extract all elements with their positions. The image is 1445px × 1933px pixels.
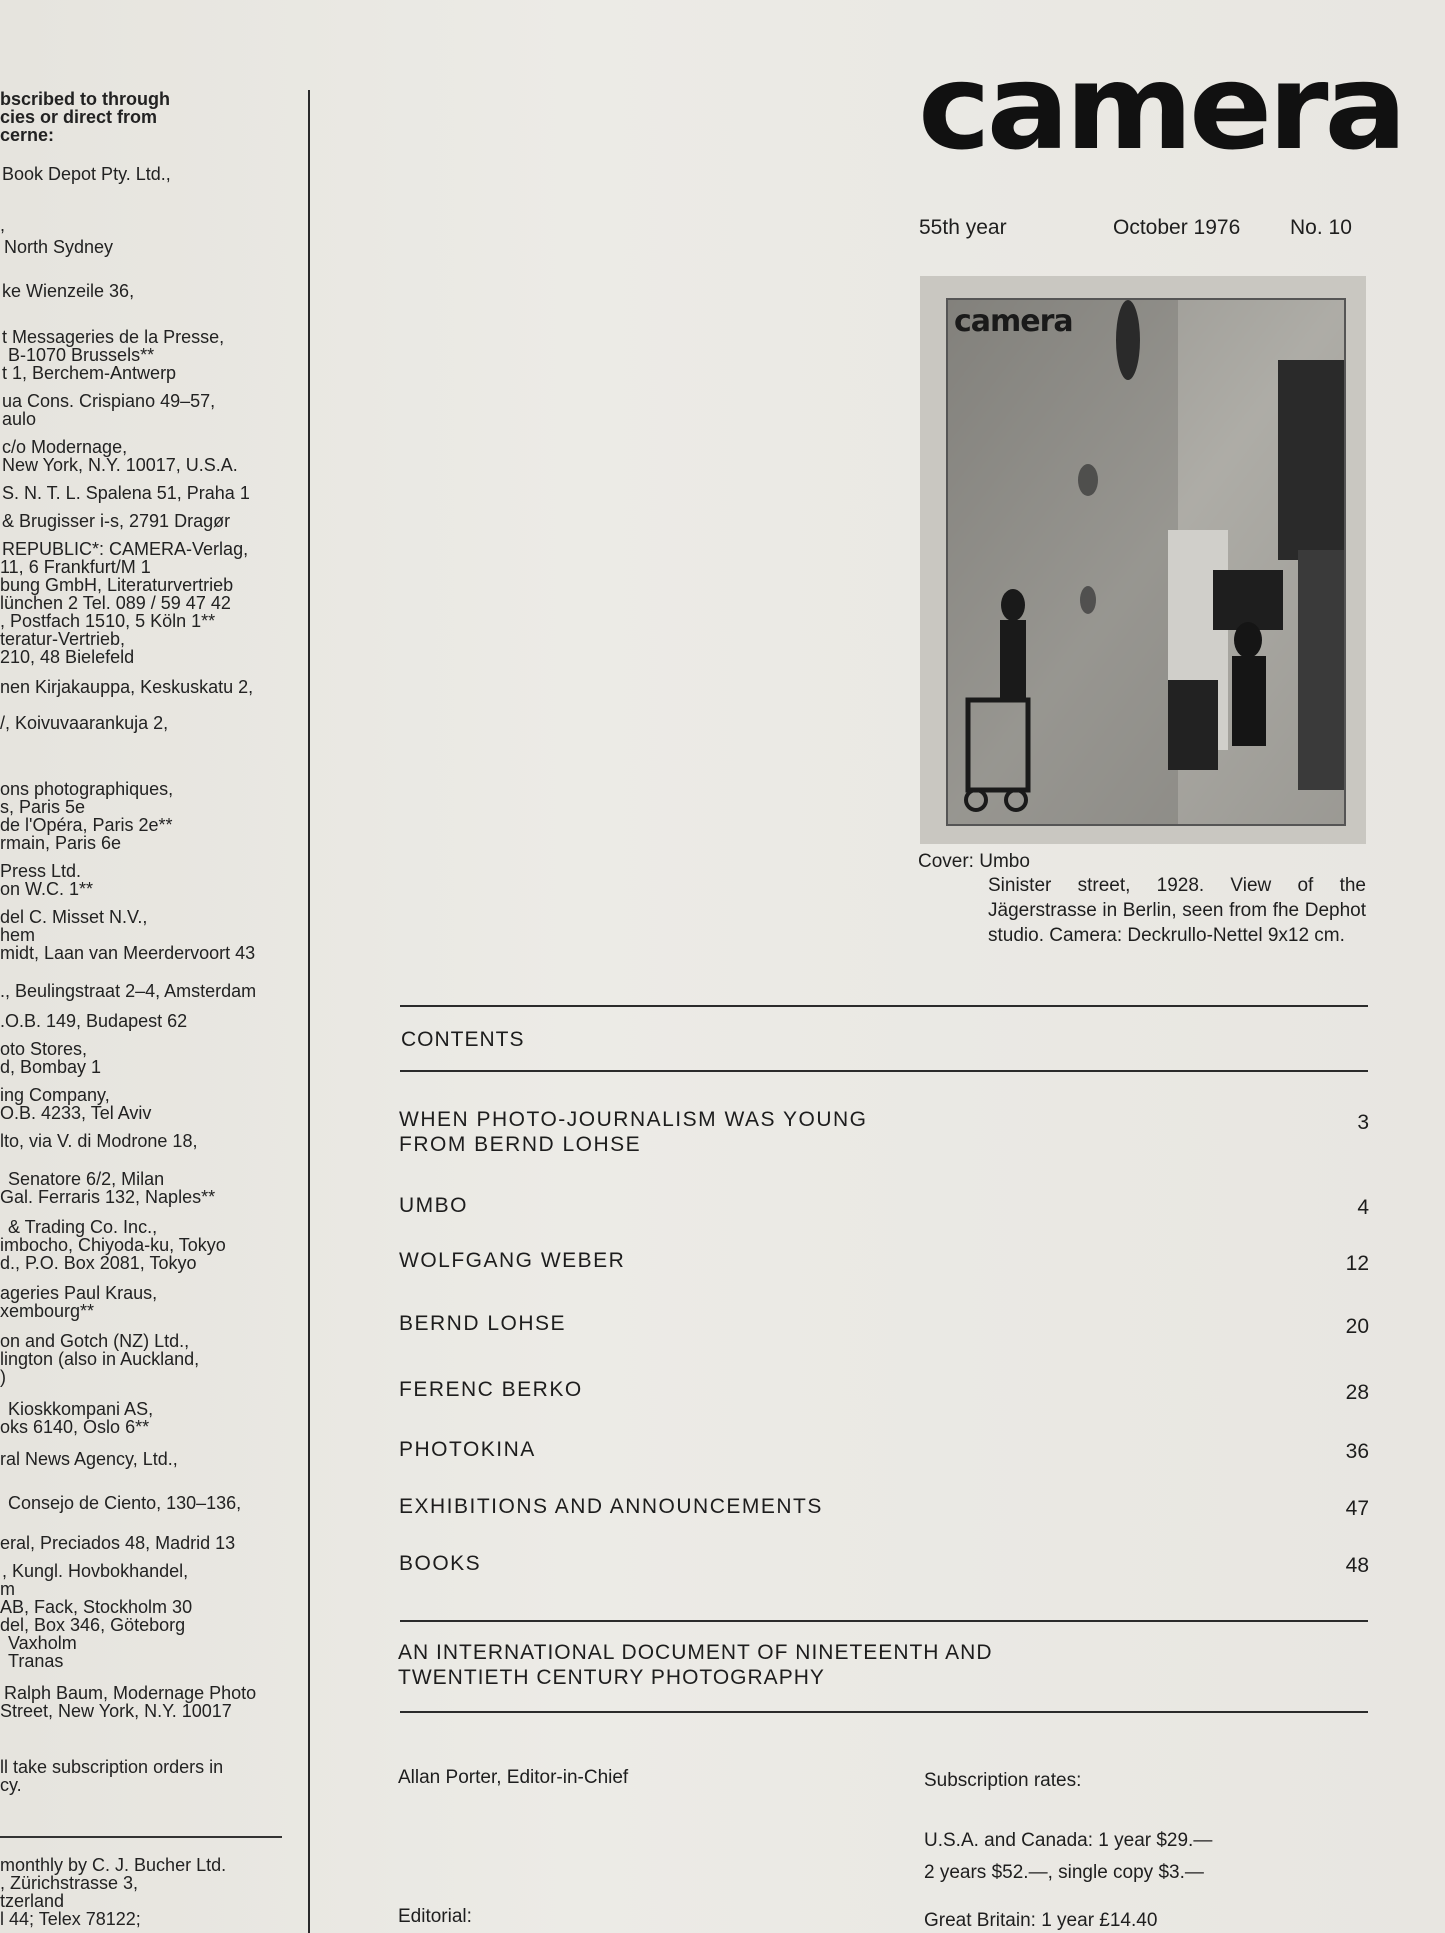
distributor-line: oks 6140, Oslo 6** (0, 1417, 150, 1437)
distributor-line: ral News Agency, Ltd., (0, 1449, 178, 1469)
distributor-line: tzerland (0, 1891, 65, 1911)
toc-item-title: EXHIBITIONS AND ANNOUNCEMENTS (399, 1495, 823, 1518)
toc-item-page: 20 (1345, 1315, 1369, 1338)
distributor-line: ageries Paul Kraus, (0, 1283, 158, 1303)
distributor-line: , Postfach 1510, 5 Köln 1** (0, 611, 216, 631)
distributor-line: ) (0, 1367, 6, 1387)
distributor-line: c/o Modernage, (2, 437, 128, 457)
distributor-line: cerne: (0, 125, 55, 145)
issue-date: October 1976 (1113, 216, 1241, 239)
distributor-line: ons photographiques, (0, 779, 174, 799)
street-photo-illustration (948, 300, 1344, 824)
distributor-line: d., P.O. Box 2081, Tokyo (0, 1253, 197, 1273)
distributor-line: Senatore 6/2, Milan (8, 1169, 165, 1189)
distributor-line: Book Depot Pty. Ltd., (2, 164, 171, 184)
distributor-line: cy. (0, 1775, 22, 1795)
distributor-line: , (0, 215, 6, 235)
distributor-line: aulo (2, 409, 37, 429)
editorial-label: Editorial: (398, 1906, 472, 1927)
rule-above-contents (400, 1005, 1368, 1007)
distributor-line: 210, 48 Bielefeld (0, 647, 135, 667)
distributor-line: REPUBLIC*: CAMERA-Verlag, (2, 539, 249, 559)
distributor-line: ll take subscription orders in (0, 1757, 224, 1777)
distributor-line: .O.B. 149, Budapest 62 (0, 1011, 188, 1031)
rule-below-tagline (400, 1711, 1368, 1713)
distributors-column (0, 0, 300, 1933)
distributor-line: North Sydney (4, 237, 114, 257)
distributor-line: O.B. 4233, Tel Aviv (0, 1103, 152, 1123)
subscription-usa-2: 2 years $52.—, single copy $3.— (924, 1862, 1204, 1883)
editor-in-chief: Allan Porter, Editor-in-Chief (398, 1767, 629, 1788)
toc-item-title: BERND LOHSE (399, 1312, 567, 1335)
distributor-line: eral, Preciados 48, Madrid 13 (0, 1533, 236, 1553)
tagline-line2: TWENTIETH CENTURY PHOTOGRAPHY (398, 1666, 825, 1689)
distributor-line: bung GmbH, Literaturvertrieb (0, 575, 234, 595)
distributor-line: t Messageries de la Presse, (2, 327, 225, 347)
distributor-line: d, Bombay 1 (0, 1057, 102, 1077)
magazine-logo: camera (918, 38, 1404, 176)
distributor-line: New York, N.Y. 10017, U.S.A. (2, 455, 238, 475)
toc-item-page: 28 (1345, 1381, 1369, 1404)
distributor-line: lünchen 2 Tel. 089 / 59 47 42 (0, 593, 231, 613)
distributor-line: ke Wienzeile 36, (2, 281, 135, 301)
distributor-line: Press Ltd. (0, 861, 82, 881)
toc-item-page: 3 (1357, 1111, 1369, 1134)
distributor-line: , Kungl. Hovbokhandel, (2, 1561, 189, 1581)
toc-item-title: PHOTOKINA (399, 1438, 536, 1461)
distributor-line: del C. Misset N.V., (0, 907, 148, 927)
toc-item-page: 48 (1345, 1554, 1369, 1577)
toc-item-title-line2: FROM BERND LOHSE (399, 1133, 642, 1156)
distributor-line: Ralph Baum, Modernage Photo (4, 1683, 257, 1703)
distributor-line: midt, Laan van Meerdervoort 43 (0, 943, 256, 963)
distributor-line: B-1070 Brussels** (8, 345, 155, 365)
distributor-line: ua Cons. Crispiano 49–57, (2, 391, 216, 411)
distributor-line: Street, New York, N.Y. 10017 (0, 1701, 232, 1721)
column-divider (308, 90, 310, 1933)
distributor-line: & Brugisser i-s, 2791 Dragør (2, 511, 231, 531)
cover-mini-logo: camera (954, 304, 1073, 339)
distributor-line: del, Box 346, Göteborg (0, 1615, 186, 1635)
toc-item-page: 4 (1357, 1196, 1369, 1219)
toc-item-page: 12 (1345, 1252, 1369, 1275)
cover-photo-frame (920, 276, 1366, 844)
distributor-line: de l'Opéra, Paris 2e** (0, 815, 173, 835)
rule-above-tagline (400, 1620, 1368, 1622)
year-label: 55th year (919, 216, 1007, 239)
distributor-line: Gal. Ferraris 132, Naples** (0, 1187, 216, 1207)
distributor-line: Kioskkompani AS, (8, 1399, 154, 1419)
toc-item-page: 36 (1345, 1440, 1369, 1463)
distributor-line: imbocho, Chiyoda-ku, Tokyo (0, 1235, 226, 1255)
cover-caption-text: Sinister street, 1928. View of the Jägerstrasse in Berlin, seen from fhe Dephot studio. Camera: Deckrullo-Nettel 9x12 cm. (988, 875, 1366, 946)
distributor-line: teratur-Vertrieb, (0, 629, 126, 649)
distributor-line: Consejo de Ciento, 130–136, (8, 1493, 242, 1513)
distributor-line: /, Koivuvaarankuja 2, (0, 713, 169, 733)
distributor-line: lington (also in Auckland, (0, 1349, 200, 1369)
distributor-line: oto Stores, (0, 1039, 88, 1059)
distributor-line: t 1, Berchem-Antwerp (2, 363, 177, 383)
subscription-heading: Subscription rates: (924, 1770, 1082, 1791)
distributor-line: rmain, Paris 6e (0, 833, 122, 853)
contents-heading: CONTENTS (401, 1028, 525, 1051)
cover-caption-heading: Cover: Umbo (918, 851, 1030, 872)
toc-item-title: FERENC BERKO (399, 1378, 583, 1401)
subscription-usa: U.S.A. and Canada: 1 year $29.— (924, 1830, 1213, 1851)
distributor-line: cies or direct from (0, 107, 158, 127)
distributor-line: bscribed to through (0, 89, 170, 109)
distributor-line: & Trading Co. Inc., (8, 1217, 158, 1237)
subscription-gb: Great Britain: 1 year £14.40 (924, 1910, 1158, 1931)
left-column-rule (0, 1836, 282, 1838)
issue-number: No. 10 (1290, 216, 1352, 239)
distributor-line: on W.C. 1** (0, 879, 94, 899)
distributor-line: xembourg** (0, 1301, 95, 1321)
distributor-line: Vaxholm (8, 1633, 77, 1653)
distributor-line: , Zürichstrasse 3, (0, 1873, 139, 1893)
distributor-line: nen Kirjakauppa, Keskuskatu 2, (0, 677, 254, 697)
distributor-line: ., Beulingstraat 2–4, Amsterdam (0, 981, 257, 1001)
toc-item-title: UMBO (399, 1194, 468, 1217)
distributor-line: S. N. T. L. Spalena 51, Praha 1 (2, 483, 250, 503)
cover-photo (946, 298, 1346, 826)
distributor-line: lto, via V. di Modrone 18, (0, 1131, 198, 1151)
toc-item-title: WOLFGANG WEBER (399, 1249, 626, 1272)
distributor-line: Tranas (8, 1651, 64, 1671)
distributor-line: 11, 6 Frankfurt/M 1 (0, 557, 151, 577)
toc-item-page: 47 (1345, 1497, 1369, 1520)
rule-below-contents-heading (400, 1070, 1368, 1072)
distributor-line: s, Paris 5e (0, 797, 86, 817)
distributor-line: l 44; Telex 78122; (0, 1909, 141, 1929)
tagline-line1: AN INTERNATIONAL DOCUMENT OF NINETEENTH AND (398, 1641, 993, 1664)
toc-item-title: WHEN PHOTO-JOURNALISM WAS YOUNG (399, 1108, 868, 1131)
distributor-line: ing Company, (0, 1085, 110, 1105)
distributor-line: m (0, 1579, 15, 1599)
distributor-line: on and Gotch (NZ) Ltd., (0, 1331, 190, 1351)
distributor-line: AB, Fack, Stockholm 30 (0, 1597, 193, 1617)
distributor-line: monthly by C. J. Bucher Ltd. (0, 1855, 227, 1875)
distributor-line: hem (0, 925, 36, 945)
toc-item-title: BOOKS (399, 1552, 482, 1575)
